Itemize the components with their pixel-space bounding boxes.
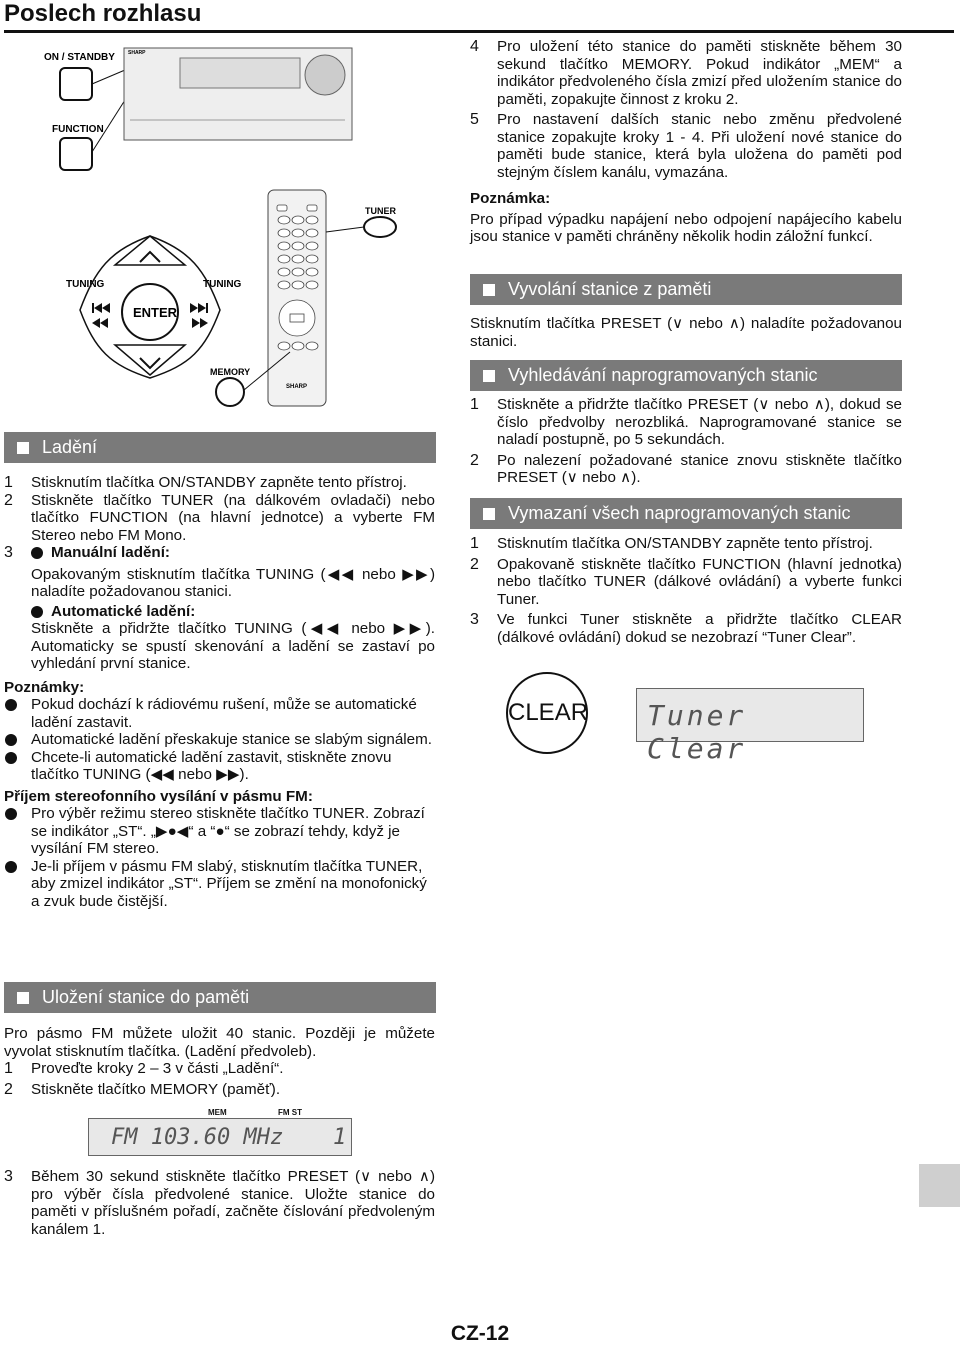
stereo-label: Příjem stereofonního vysílání v pásmu FM: [4, 787, 313, 805]
svg-text:SHARP: SHARP [286, 384, 308, 390]
tuning-up-icon [190, 303, 208, 328]
tuner-clear-lcd: Tuner Clear [636, 688, 864, 742]
page-title: Poslech rozhlasu [4, 0, 202, 27]
clear-section: 1 Stisknutím tlačítka ON/STANDBY zapněte tento přístroj. 2 Opakovaně stiskněte tlačítko FUNCTION (hlavní jednotka) nebo tlačítko TUNER (dálkové ovládání) a vyberte funkci Tuner. 3 Ve funkci Tuner stiskněte a přidržte tlačítko CLEAR (dálkové ovládání) dokud se nezobrazí “Tuner Clear”. [470, 535, 902, 646]
search-section: 1 Stiskněte a přidržte tlačítko PRESET (∨ nebo ∧), dokud se číslo předvolby nerozbliká. Naprogramované stanice se naladí postupně, po 5 sekundách. 2 Po nalezení požadované stanice znovu stiskněte tlačítko PRESET (∨ nebo ∧). [470, 396, 903, 486]
section-header-search: Vyhledávání naprogramovaných stanic [470, 360, 902, 391]
section-header-store: Uložení stanice do paměti [4, 982, 436, 1013]
clear-button-icon: CLEAR [506, 672, 588, 754]
function-label: FUNCTION [52, 124, 104, 135]
device-illustration [40, 40, 440, 420]
volume-knob-icon [305, 55, 345, 95]
store-section: Pro pásmo FM můžete uložit 40 stanic. Později je můžete vyvolat stisknutím tlačítka. (Ladění předvoleb). 1 Proveďte kroky 2 – 3 v části „Ladění“. 2 Stiskněte tlačítko MEMORY (paměť). [4, 1025, 435, 1098]
page-tab-marker [919, 1164, 960, 1207]
tuner-label: TUNER [365, 206, 396, 216]
memory-button-icon [216, 378, 244, 406]
page-number: CZ-12 [450, 1322, 510, 1345]
tuning-section: 1 Stisknutím tlačítka ON/STANDBY zapněte tento přístroj. 2 Stiskněte tlačítko TUNER (na dálkovém ovladači) nebo tlačítko FUNCTION (na hlavní jednotce) a vyberte FM Stereo nebo FM Mono. 3 Manuální ladění: Opakovaným stisknutím tlačítka TUNING (◀◀ nebo ▶▶) naladíte požadovanou stanici. Automatické ladění: Stiskněte a přidržte tlačítko TUNING (◀◀ nebo ▶▶). Automaticky se spustí skenování a ladění se zastaví po vyhledání první stanice. Poznámky: Pokud dochází k rádiovému rušení, může se automatické ladění zastavit. Automatické ladění přeskakuje stanice se slabým signálem. Chcete-li automatické ladění zastavit, stiskněte znovu tlačítko TUNING (◀◀ nebo ▶▶). Příjem stereofonního vysílání v pásmu FM: Pro výběr režimu stereo stiskněte tlačítko TUNER. Zobrazí se indikátor „ST“. „▶●◀“ a “●“ se zobrazí tehdy, když je vysílání FM stereo. Je-li příjem v pásmu FM slabý, stisknutím tlačítka TUNER, aby zmizel indikátor „ST“. Příjem se změní na monofonický a zvuk bude čistější. [4, 474, 435, 910]
square-bullet-icon [483, 284, 495, 296]
tuning-down-icon [92, 303, 110, 328]
on-standby-label: ON / STANDBY [44, 52, 115, 63]
recall-section: Stisknutím tlačítka PRESET (∨ nebo ∧) naladíte požadovanou stanici. [470, 315, 903, 350]
section-header-tuning: Ladění [4, 432, 436, 463]
store-step-3: 3 Během 30 sekund stiskněte tlačítko PRESET (∨ nebo ∧) pro výběr čísla předvolené stanice. Uložte stanice do paměti v příslušném pořadí, začněte číslování předvoleným kanálem 1. [4, 1168, 435, 1238]
notes-label: Poznámky: [4, 678, 85, 696]
tuner-button-icon [364, 217, 396, 237]
memory-label: MEMORY [210, 367, 251, 377]
enter-label: ENTER [133, 305, 178, 320]
function-button-icon [60, 138, 92, 170]
svg-text:SHARP: SHARP [128, 50, 146, 56]
tuning-right-label: TUNING [203, 279, 242, 290]
tuning-left-label: TUNING [66, 279, 105, 290]
section-header-clear: Vymazaní všech naprogramovaných stanic [470, 498, 902, 529]
square-bullet-icon [17, 992, 29, 1004]
square-bullet-icon [483, 508, 495, 520]
right-column-top: 4 Pro uložení této stanice do paměti stiskněte během 30 sekund tlačítko MEMORY. Pokud indikátor „MEM“ a indikátor předvoleného čísla zmizí před uložením stanice do paměti, zopakujte činnost z kroku 2. 5 Pro nastavení dalších stanic nebo změnu předvolené stanice zopakujte kroky 1 - 4. Při uložení nové stanice do paměti bude stanice, která byla uložena do paměti pod stejným číslem kanálu, vymazána. Poznámka: Pro případ výpadku napájení nebo odpojení napájecího kabelu jsou stanice v paměti chráněny několik hodin záložní funkcí. [470, 38, 902, 245]
square-bullet-icon [17, 442, 29, 454]
memory-lcd-display: MEM FM ST FM 103.60 MHz 1 [88, 1108, 352, 1158]
on-standby-button-icon [60, 68, 92, 100]
square-bullet-icon [483, 370, 495, 382]
title-rule [4, 30, 954, 33]
note-label: Poznámka: [470, 190, 551, 207]
section-header-recall: Vyvolání stanice z paměti [470, 274, 902, 305]
